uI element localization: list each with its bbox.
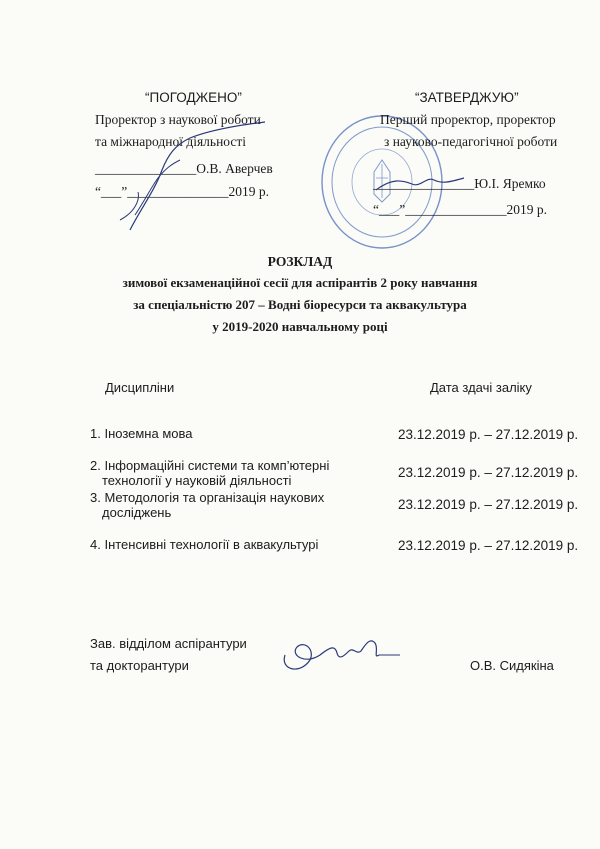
approval-left-date-line: “___”_______________2019 р. [95, 184, 269, 199]
footer-signature-image [275, 625, 405, 680]
approval-right-date-line: “___”_______________2019 р. [373, 202, 547, 217]
column-header-discipline: Дисципліни [105, 380, 175, 395]
discipline-line-continued: досліджень [102, 505, 172, 520]
approval-right-department: з науково-педагогічної роботи [384, 134, 558, 149]
approval-left-position: Проректор з наукової роботи [95, 112, 261, 127]
footer-name: О.В. Сидякіна [470, 658, 554, 673]
discipline-line: 1. Іноземна мова [90, 426, 193, 441]
discipline-line: 3. Методологія та організація наукових [90, 490, 325, 505]
discipline-name [90, 458, 380, 488]
exam-date: 23.12.2019 р. – 27.12.2019 р. [398, 427, 579, 442]
approval-right-position: Перший проректор, проректор [380, 112, 556, 127]
approval-left-header: “ПОГОДЖЕНО” [145, 90, 242, 105]
column-header-date: Дата здачі заліку [430, 380, 532, 395]
discipline-line: 2. Інформаційні системи та комп’ютерні [90, 458, 330, 473]
footer-position-line-2: та докторантури [90, 658, 189, 673]
discipline-line-continued: технології у науковій діяльності [102, 473, 292, 488]
approval-right-header: “ЗАТВЕРДЖУЮ” [415, 90, 519, 105]
exam-date: 23.12.2019 р. – 27.12.2019 р. [398, 465, 579, 480]
footer-position-line-1: Зав. відділом аспірантури [90, 636, 247, 651]
title-line-2: за спеціальністю 207 – Водні біоресурси та аквакультура [133, 297, 467, 312]
discipline-name [90, 490, 380, 520]
title-line-3: у 2019-2020 навчальному році [212, 319, 388, 334]
exam-date: 23.12.2019 р. – 27.12.2019 р. [398, 538, 579, 553]
discipline-name [90, 426, 380, 441]
document-title: РОЗКЛАД [267, 254, 333, 269]
exam-date: 23.12.2019 р. – 27.12.2019 р. [398, 497, 579, 512]
discipline-name [90, 537, 380, 552]
discipline-line: 4. Інтенсивні технології в аквакультурі [90, 537, 319, 552]
approval-right-signature-line: _______________Ю.І. Яремко [373, 176, 546, 191]
title-line-1: зимової екзаменаційної сесії для аспірантів 2 року навчання [122, 275, 478, 290]
approval-left-signature-line: _______________О.В. Аверчев [95, 161, 273, 176]
approval-left-department: та міжнародної діяльності [95, 134, 247, 149]
